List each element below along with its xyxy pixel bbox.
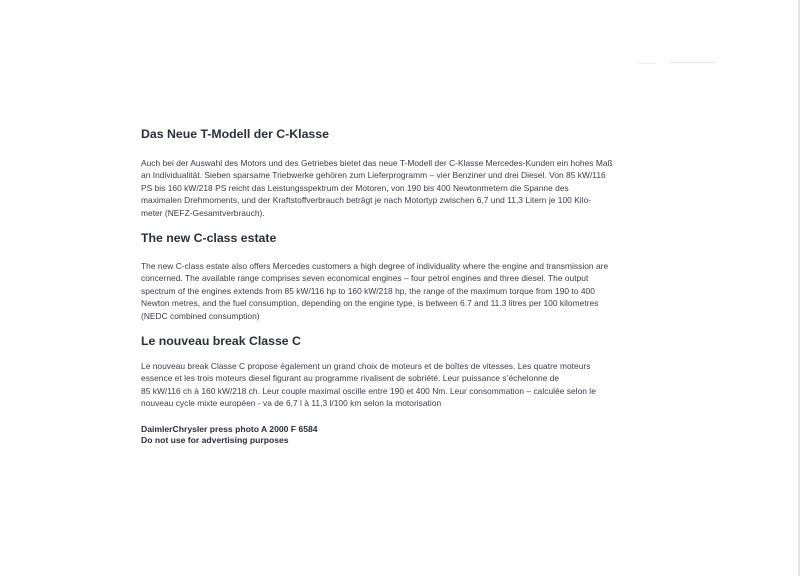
english-section-body: The new C-class estate also offers Mercedes customers a high degree of individuality where the engine and transmission are concerned. The available range comprises seven economical engines – four petrol engines and three diesel. The output spectrum of the engines extends from 85 kW/116 hp to 160 kW/218 hp, the range of the maximum torque from 190 to 400 Newton metres, and the fuel consumption, depending on the engine type, is between 6.7 and 11.3 litres per 100 kilometres (NEDC combined consumption) (141, 261, 609, 321)
german-section-title: Das Neue T-Modell der C-Klasse (141, 127, 329, 141)
document-content (141, 126, 689, 447)
scan-mark (670, 62, 716, 63)
english-section-title: The new C-class estate (141, 231, 277, 246)
french-section-title: Le nouveau break Classe C (141, 334, 301, 349)
usage-note: Do not use for advertising purposes (141, 435, 289, 446)
photo-credit: DaimlerChrysler press photo A 2000 F 6584 (141, 423, 318, 434)
french-section-body: Le nouveau break Classe C propose également un grand choix de moteurs et de boîtes de vitesses. Les quatre moteurs essence et les trois moteurs diesel figurant au programme rivalisent de sobriété. Leur puissance s’échelonne de 85 kW/116 ch à 160 kW/218 ch. Leur couple maximal oscille entre 190 et 400 Nm. Leur consommation – calculée selon le nouveau cycle mixte européen - va de 6,7 l à 11,3 l/100 km selon la motorisation (141, 361, 596, 409)
document-footer (141, 424, 689, 447)
german-section-body: Auch bei der Auswahl des Motors und des Getriebes bietet das neue T-Modell der C-Klasse Mercedes-Kunden ein hohes Maß an Individualität. Sieben sparsame Triebwerke gehören zum Lieferprogramm – vier Benziner und drei Diesel. Von 85 kW/116 PS bis 160 kW/218 PS reicht das Leistungsspektrum der Motoren, von 190 bis 400 Newtonmetern die Spanne des maximalen Drehmoments, und der Kraftstoffverbrauch beträgt je nach Motortyp zwischen 6,7 und 11,3 Litern je 100 Kilo- meter (NEFZ-Gesamtverbrauch). (141, 158, 613, 218)
scan-mark (638, 63, 656, 64)
